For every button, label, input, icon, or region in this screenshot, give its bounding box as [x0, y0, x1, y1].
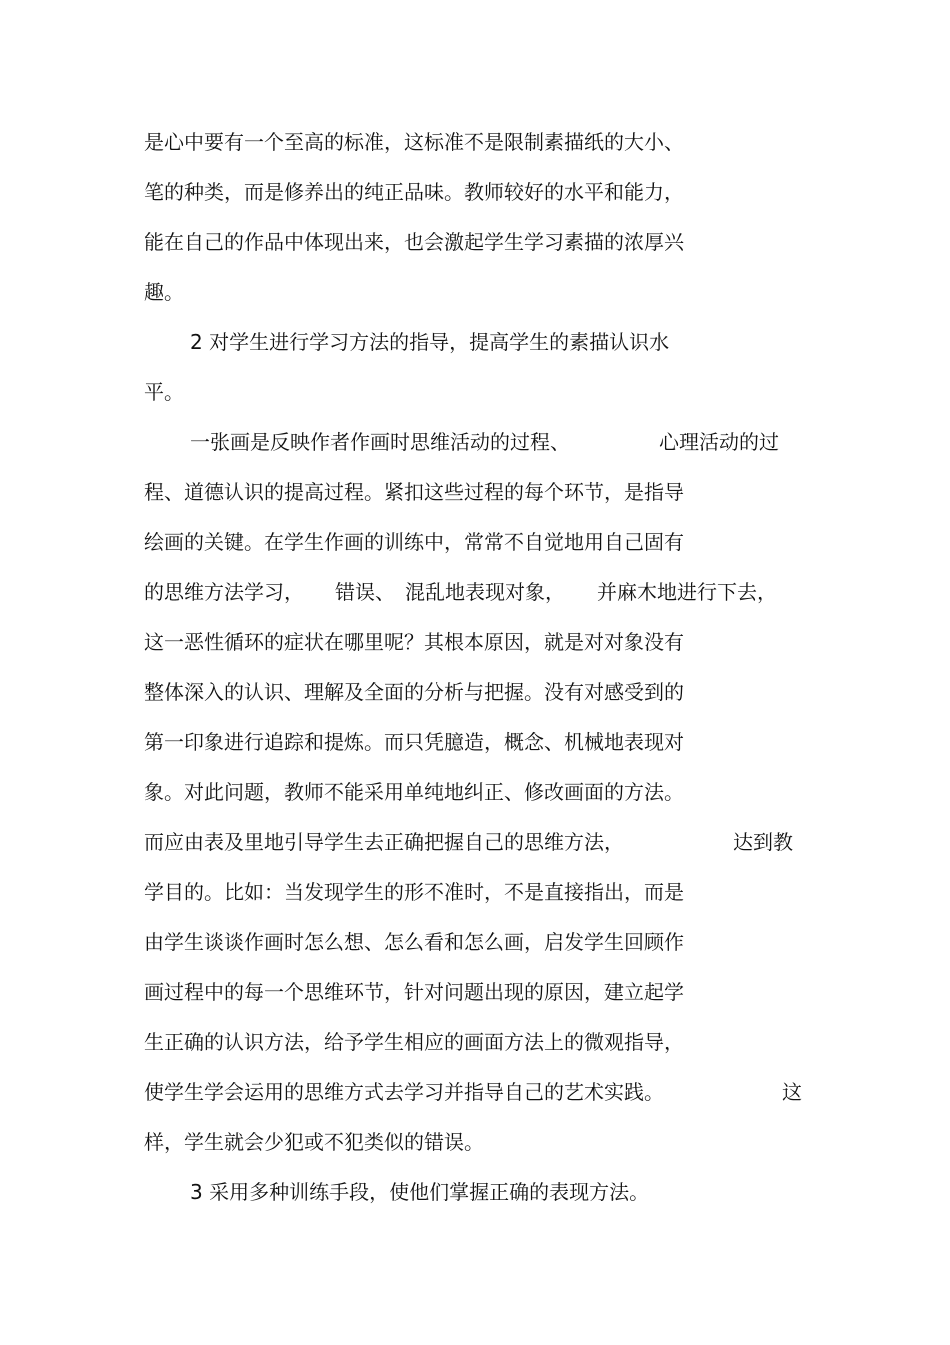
text-line	[0, 176, 950, 208]
text-segment: 使学生学会运用的思维方式去学习并指导自己的艺术实践。	[144, 1080, 664, 1104]
text-segment: 学目的。比如：当发现学生的形不准时，不是直接指出，而是	[144, 880, 684, 904]
text-segment: 样，学生就会少犯或不犯类似的错误。	[144, 1130, 484, 1154]
text-segment: 这	[782, 1080, 802, 1104]
text-line	[0, 826, 950, 858]
section-heading	[0, 326, 950, 358]
text-segment: 一张画是反映作者作画时思维活动的过程、	[190, 430, 570, 454]
text-line	[0, 526, 950, 558]
text-line	[0, 676, 950, 708]
text-segment: 绘画的关键。在学生作画的训练中，常常不自觉地用自己固有	[144, 530, 684, 554]
text-segment: 由学生谈谈作画时怎么想、怎么看和怎么画，启发学生回顾作	[144, 930, 684, 954]
text-line	[0, 576, 950, 608]
text-segment: 达到教	[733, 830, 793, 854]
text-segment: 3 采用多种训练手段，使他们掌握正确的表现方法。	[190, 1180, 650, 1204]
section-heading	[0, 1176, 950, 1208]
text-line	[0, 1026, 950, 1058]
text-line	[0, 426, 950, 458]
text-segment: 程、道德认识的提高过程。紧扣这些过程的每个环节，是指导	[144, 480, 684, 504]
text-segment: 心理活动的过	[659, 430, 779, 454]
text-segment: 画过程中的每一个思维环节，针对问题出现的原因，建立起学	[144, 980, 684, 1004]
text-line	[0, 776, 950, 808]
text-segment: 混乱地表现对象，	[405, 580, 565, 604]
text-line	[0, 1076, 950, 1108]
text-segment: 而应由表及里地引导学生去正确把握自己的思维方法，	[144, 830, 624, 854]
text-segment: 能在自己的作品中体现出来，也会激起学生学习素描的浓厚兴	[144, 230, 684, 254]
text-segment: 象。对此问题，教师不能采用单纯地纠正、修改画面的方法。	[144, 780, 684, 804]
text-line	[0, 376, 950, 408]
text-segment: 是心中要有一个至高的标准，这标准不是限制素描纸的大小、	[144, 130, 684, 154]
text-segment: 笔的种类，而是修养出的纯正品味。教师较好的水平和能力，	[144, 180, 684, 204]
text-segment: 的思维方法学习，	[144, 580, 304, 604]
text-segment: 错误、	[335, 580, 395, 604]
text-line	[0, 1126, 950, 1158]
text-line	[0, 876, 950, 908]
text-line	[0, 126, 950, 158]
text-line	[0, 626, 950, 658]
text-line	[0, 276, 950, 308]
text-line	[0, 926, 950, 958]
text-segment: 趣。	[144, 280, 184, 304]
text-segment: 2 对学生进行学习方法的指导，提高学生的素描认识水	[190, 330, 670, 354]
text-line	[0, 976, 950, 1008]
text-segment: 整体深入的认识、理解及全面的分析与把握。没有对感受到的	[144, 680, 684, 704]
text-segment: 平。	[144, 380, 184, 404]
text-segment: 这一恶性循环的症状在哪里呢？其根本原因，就是对对象没有	[144, 630, 684, 654]
text-line	[0, 476, 950, 508]
text-line	[0, 726, 950, 758]
text-segment: 并麻木地进行下去，	[597, 580, 777, 604]
text-segment: 生正确的认识方法，给予学生相应的画面方法上的微观指导，	[144, 1030, 684, 1054]
text-line	[0, 226, 950, 258]
text-segment: 第一印象进行追踪和提炼。而只凭臆造，概念、机械地表现对	[144, 730, 684, 754]
